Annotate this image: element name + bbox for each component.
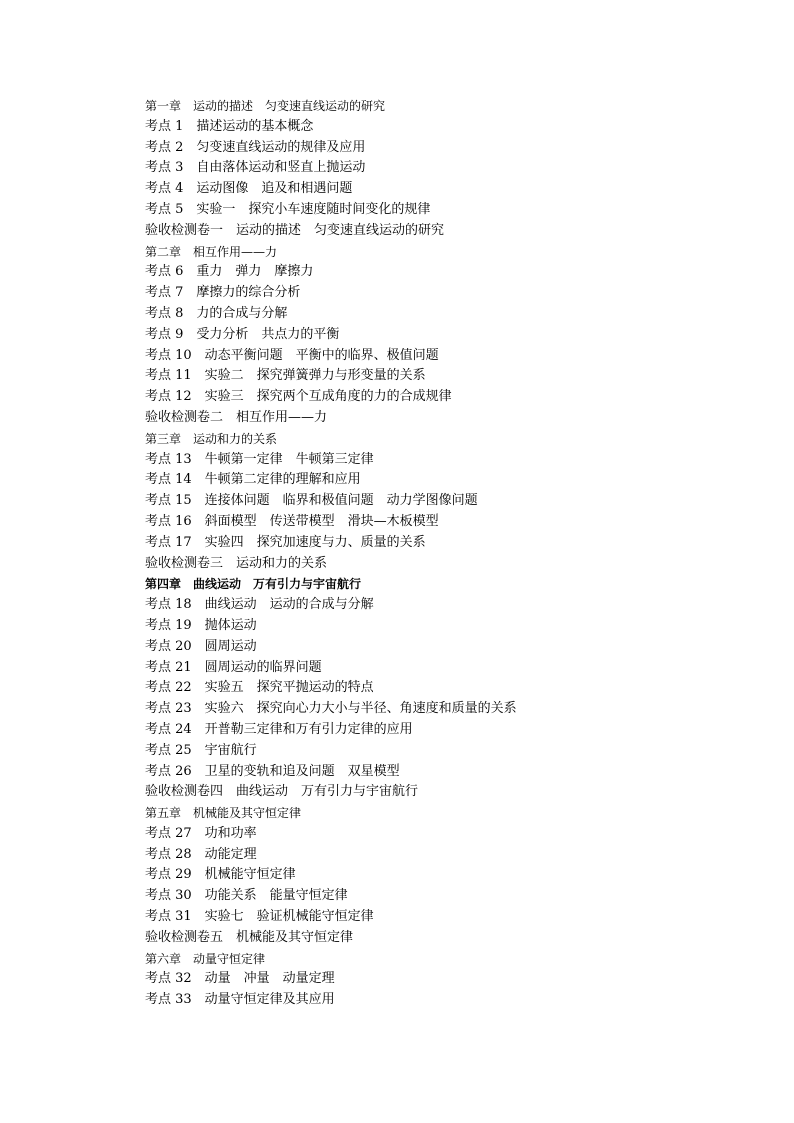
toc-line: 验收检测卷二 相互作用——力: [145, 409, 328, 425]
toc-line: 考点 10 动态平衡问题 平衡中的临界、极值问题: [145, 347, 439, 363]
toc-line: 考点 27 功和功率: [145, 825, 257, 841]
toc-line: 考点 19 抛体运动: [145, 617, 257, 633]
toc-line: 考点 21 圆周运动的临界问题: [145, 659, 322, 675]
toc-line: 考点 11 实验二 探究弹簧弹力与形变量的关系: [145, 368, 426, 384]
table-of-contents: [145, 96, 765, 1011]
toc-line: 考点 16 斜面模型 传送带模型 滑块—木板模型: [145, 513, 439, 529]
toc-line: 第一章 运动的描述 匀变速直线运动的研究: [145, 99, 386, 113]
toc-line: 验收检测卷五 机械能及其守恒定律: [145, 929, 354, 945]
toc-line: 考点 17 实验四 探究加速度与力、质量的关系: [145, 534, 426, 550]
toc-line: 考点 5 实验一 探究小车速度随时间变化的规律: [145, 201, 431, 217]
toc-line: 考点 23 实验六 探究向心力大小与半径、角速度和质量的关系: [145, 701, 517, 717]
toc-line: 考点 15 连接体问题 临界和极值问题 动力学图像问题: [145, 493, 478, 509]
toc-line: 考点 20 圆周运动: [145, 638, 257, 654]
toc-line: 考点 31 实验七 验证机械能守恒定律: [145, 909, 374, 925]
toc-line: 考点 29 机械能守恒定律: [145, 867, 296, 883]
toc-line: 考点 24 开普勒三定律和万有引力定律的应用: [145, 721, 413, 737]
toc-line: 考点 22 实验五 探究平抛运动的特点: [145, 680, 374, 696]
toc-line: 考点 3 自由落体运动和竖直上抛运动: [145, 160, 366, 176]
toc-line: 考点 32 动量 冲量 动量定理: [145, 971, 335, 987]
toc-line: 考点 6 重力 弹力 摩擦力: [145, 264, 314, 280]
toc-line: 考点 26 卫星的变轨和追及问题 双星模型: [145, 763, 400, 779]
toc-line: 考点 28 动能定理: [145, 846, 257, 862]
toc-line: 第五章 机械能及其守恒定律: [145, 806, 302, 821]
toc-line: 考点 7 摩擦力的综合分析: [145, 285, 301, 301]
toc-line: 第四章 曲线运动 万有引力与宇宙航行: [145, 577, 362, 592]
toc-line: 考点 33 动量守恒定律及其应用: [145, 992, 335, 1008]
toc-line: 验收检测卷四 曲线运动 万有引力与宇宙航行: [145, 784, 419, 800]
toc-line: 考点 8 力的合成与分解: [145, 305, 288, 321]
toc-line: 考点 12 实验三 探究两个互成角度的力的合成规律: [145, 389, 452, 405]
toc-line: 考点 1 描述运动的基本概念: [145, 118, 314, 134]
toc-line: 考点 4 运动图像 追及和相遇问题: [145, 181, 353, 197]
toc-line: 考点 30 功能关系 能量守恒定律: [145, 888, 348, 904]
toc-line: 考点 25 宇宙航行: [145, 742, 257, 758]
toc-line: 验收检测卷一 运动的描述 匀变速直线运动的研究: [145, 222, 445, 238]
toc-line: 考点 13 牛顿第一定律 牛顿第三定律: [145, 451, 374, 467]
toc-line: 考点 9 受力分析 共点力的平衡: [145, 326, 340, 342]
toc-line: 考点 18 曲线运动 运动的合成与分解: [145, 597, 374, 613]
toc-line: 第二章 相互作用——力: [145, 244, 278, 259]
toc-line: 考点 14 牛顿第二定律的理解和应用: [145, 472, 361, 488]
toc-line: 第三章 运动和力的关系: [145, 431, 278, 446]
toc-line: 验收检测卷三 运动和力的关系: [145, 555, 328, 571]
toc-line: 考点 2 匀变速直线运动的规律及应用: [145, 139, 366, 155]
toc-line: 第六章 动量守恒定律: [145, 951, 266, 966]
